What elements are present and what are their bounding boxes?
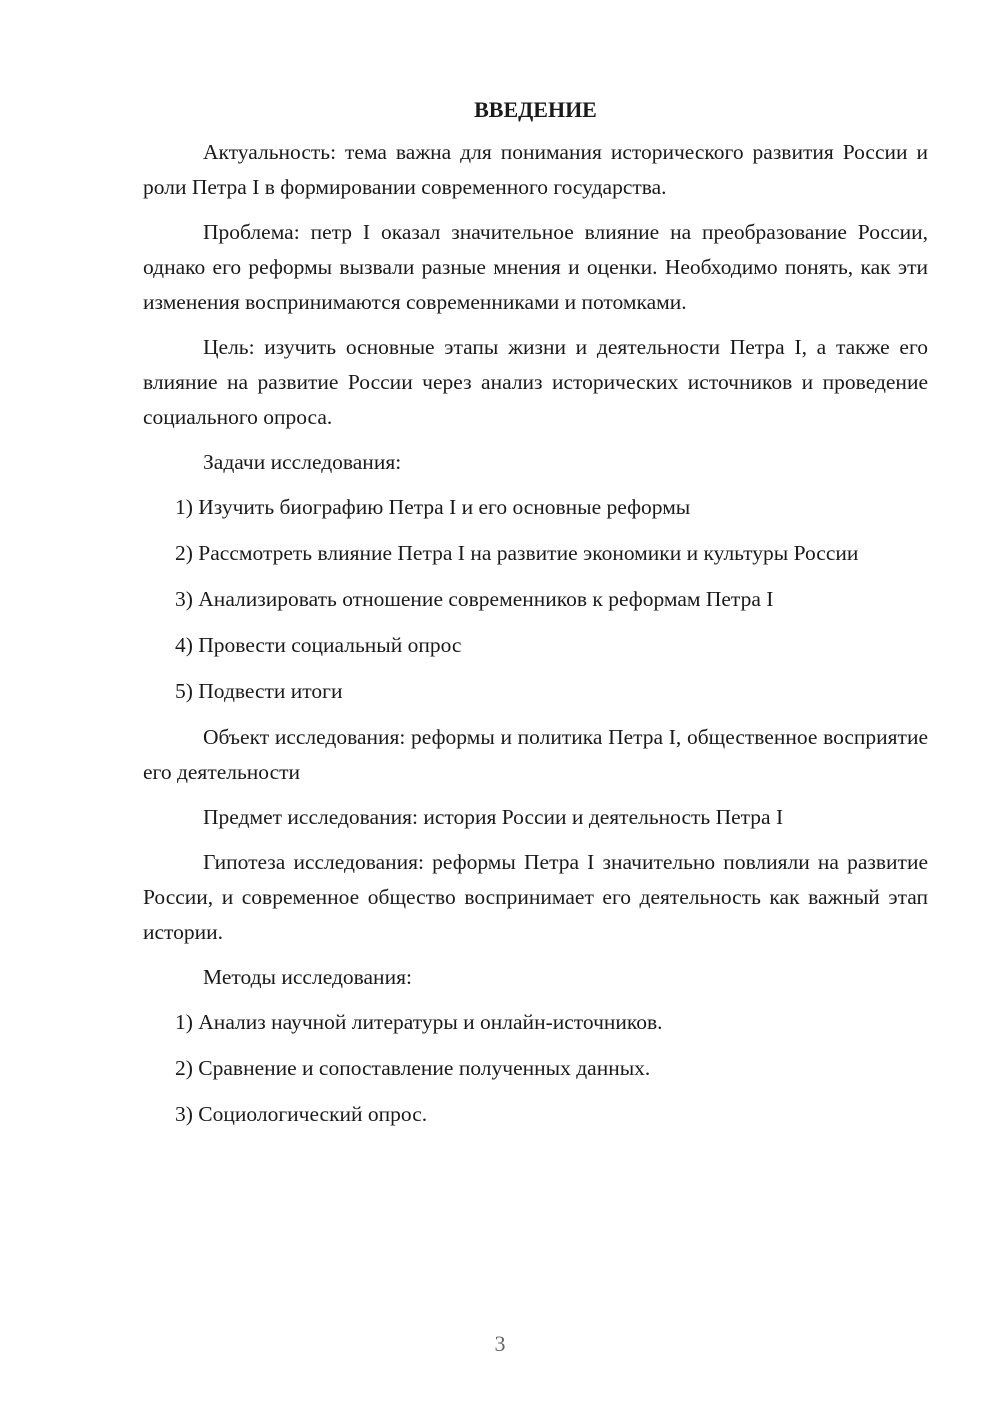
methods-list [143,1005,928,1132]
paragraph-object: Объект исследования: реформы и политика Петра I, общественное восприятие его деятельности [143,725,928,784]
paragraph-goal: Цель: изучить основные этапы жизни и деятельности Петра I, а также его влияние на развитие России через анализ исторических источников и проведение социального опроса. [143,335,928,429]
list-item: 2) Сравнение и сопоставление полученных данных. [175,1056,651,1080]
list-item: 1) Изучить биографию Петра I и его основные реформы [175,495,691,519]
list-item: 3) Социологический опрос. [175,1102,428,1126]
list-item: 4) Провести социальный опрос [175,633,462,657]
tasks-list [143,490,928,709]
list-item: 5) Подвести итоги [175,679,343,703]
section-heading: ВВЕДЕНИЕ [474,97,597,122]
paragraph-methods-intro: Методы исследования: [203,965,412,989]
list-item: 2) Рассмотреть влияние Петра I на развитие экономики и культуры России [175,541,859,565]
paragraph-tasks-intro: Задачи исследования: [203,450,402,474]
paragraph-hypothesis: Гипотеза исследования: реформы Петра I значительно повлияли на развитие России, и современное общество воспринимает его деятельность как важный этап истории. [143,850,928,944]
list-item: 1) Анализ научной литературы и онлайн-источников. [175,1010,663,1034]
paragraph-relevance: Актуальность: тема важна для понимания исторического развития России и роли Петра I в формировании современного государства. [143,140,928,199]
document-page [143,94,928,1143]
paragraph-problem: Проблема: петр I оказал значительное влияние на преобразование России, однако его реформы вызвали разные мнения и оценки. Необходимо понять, как эти изменения воспринимаются современниками и потомками. [143,220,928,314]
paragraph-subject: Предмет исследования: история России и деятельность Петра I [203,805,784,829]
list-item: 3) Анализировать отношение современников к реформам Петра I [175,587,774,611]
page-number: 3 [494,1331,506,1356]
